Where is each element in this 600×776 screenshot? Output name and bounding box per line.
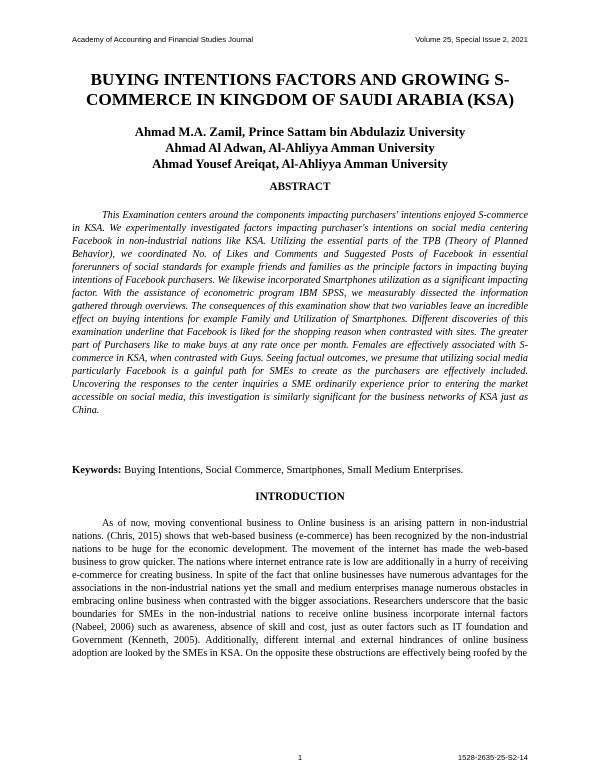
- author-list: [60, 124, 540, 172]
- author-line: Ahmad M.A. Zamil, Prince Sattam bin Abdulaziz University: [134, 125, 466, 139]
- abstract-heading: ABSTRACT: [269, 181, 331, 193]
- volume-info: Volume 25, Special Issue 2, 2021: [415, 35, 528, 44]
- author-line: Ahmad Al Adwan, Al-Ahliyya Amman University: [165, 141, 435, 155]
- keywords-text: Buying Intentions, Social Commerce, Smartphones, Small Medium Enterprises.: [121, 465, 464, 476]
- running-header: [72, 34, 528, 46]
- journal-name: Academy of Accounting and Financial Studies Journal: [72, 35, 254, 44]
- abstract-text: This Examination centers around the components impacting purchasers' intentions enjoyed S-commerce in KSA. We experimentally investigated factors impacting purchaser's intentions on social media centering Facebook in non-industrial nations like KSA. Utilizing the essential parts of the TPB (Theory of Planned Behavior), we coordinated No. of Likes and Comments and Suggested Posts of Facebook in essential forerunners of social standards for example friends and families as the principle factors in impacting buying intentions of Facebook purchasers. We likewise incorporated Smartphones utilization as a significant impacting factor. With the assistance of econometric program IBM SPSS, we measurably dissected the information gathered through overviews. The consequences of this examination show that two variables leave an incredible effect on buying intentions for example Family and Utilization of Smartphones. Different discoveries of this examination underline that Facebook is liked for the shopping reason when contrasted with sites. The greater part of Purchasers like to make buys at any rate once per month. Females are effectively associated with S-commerce in KSA, when contrasted with Guys. Seeing factual outcomes, we presume that utilizing social media particularly Facebook is a gainful path for SMEs to create as the purchasers are effectively included. Uncovering the responses to the center inquiries a SME ordinarily experience prior to entering the market accessible on social media, this investigation is similarly significant for the business networks of KSA just as China.: [72, 210, 528, 416]
- page-footer: [72, 752, 528, 764]
- document-id: 1528-2635-25-S2-14: [457, 753, 528, 762]
- introduction-text: As of now, moving conventional business to Online business is an arising pattern in non-industrial nations. (Chris, 2015) shows that web-based business (e-commerce) has been recognized by the non-industrial nations to be huge for the economic development. The movement of the internet has made the web-based business to grow quicker. The nations where internet entrance rate is low are additionally in a hurry of receiving e-commerce for creating business. In spite of the fact that online businesses have numerous advantages for the associations in the non-industrial nations yet the small and medium enterprises manage numerous obstacles in embracing online business when contrasted with the bigger associations. Researchers underscore that the basic boundaries for SMEs in the non-industrial nations to receive online business incorporate internal factors (Nabeel, 2006) such as awareness, absence of skill and cost, just as outer factors such as IT foundation and Government (Kenneth, 2005). Additionally, different internal and external hindrances of online business adoption are looked by the SMEs in KSA. On the opposite these obstructions are effectively being roofed by the: [72, 518, 528, 659]
- paper-title: BUYING INTENTIONS FACTORS AND GROWING S-COMMERCE IN KINGDOM OF SAUDI ARABIA (KSA): [85, 70, 515, 109]
- keywords-label: Keywords:: [72, 465, 122, 476]
- page-number: 1: [297, 753, 303, 762]
- keywords: [72, 464, 540, 477]
- introduction-heading: INTRODUCTION: [255, 491, 345, 503]
- author-line: Ahmad Yousef Areiqat, Al-Ahliyya Amman University: [152, 157, 448, 171]
